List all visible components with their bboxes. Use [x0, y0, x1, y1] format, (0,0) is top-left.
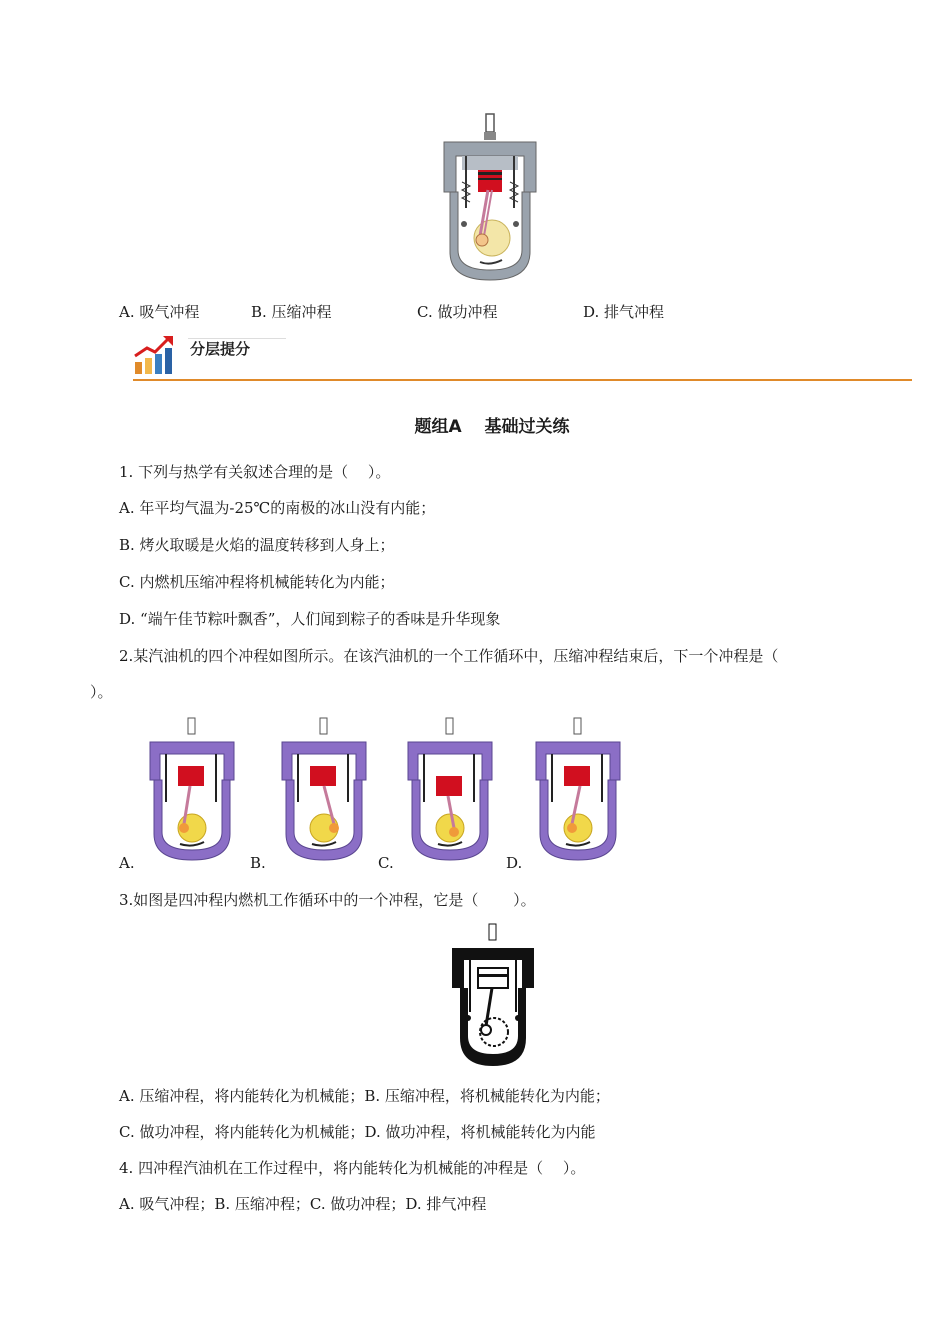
q4-options: A. 吸气冲程；B. 压缩冲程；C. 做功冲程；D. 排气冲程: [119, 1195, 487, 1213]
engine-diagram-b: [278, 716, 370, 864]
engine-diagram-a: [146, 716, 238, 864]
chart-growth-icon: [133, 334, 177, 376]
q2-figure-label-d: D.: [506, 854, 523, 872]
q1-option-c: C. 内燃机压缩冲程将机械能转化为内能；: [119, 573, 395, 591]
q1-option-d: D. “端午佳节粽叶飘香”，人们闻到粽子的香味是升华现象: [119, 610, 501, 628]
q1-option-b: B. 烤火取暖是火焰的温度转移到人身上；: [119, 536, 395, 554]
q3-options-line1: A. 压缩冲程，将内能转化为机械能；B. 压缩冲程，将机械能转化为内能；: [119, 1087, 610, 1105]
top-option-c: C. 做功冲程: [417, 303, 498, 321]
group-title: 题组A 基础过关练: [414, 417, 570, 437]
section-title-underline: [188, 338, 286, 339]
top-option-a: A. 吸气冲程: [119, 303, 200, 321]
q2-figure-label-c: C.: [378, 854, 394, 872]
engine-diagram-q3: [450, 922, 536, 1068]
section-divider: [133, 379, 912, 381]
q1-option-a: A. 年平均气温为-25℃的南极的冰山没有内能；: [119, 499, 436, 517]
q2-figure-label-a: A.: [119, 854, 135, 872]
q2-stem-line2: ）。: [90, 683, 113, 701]
q2-figure-label-b: B.: [250, 854, 266, 872]
q2-stem-line1: 2.某汽油机的四个冲程如图所示。在该汽油机的一个工作循环中，压缩冲程结束后，下一个冲程是（: [119, 647, 779, 665]
top-option-d: D. 排气冲程: [583, 303, 665, 321]
engine-diagram-top: [440, 112, 540, 284]
q1-stem: 1. 下列与热学有关叙述合理的是（ ）。: [119, 463, 391, 481]
q3-stem: 3.如图是四冲程内燃机工作循环中的一个冲程，它是（ ）。: [119, 891, 536, 909]
q3-options-line2: C. 做功冲程，将内能转化为机械能；D. 做功冲程，将机械能转化为内能: [119, 1123, 596, 1141]
top-option-b: B. 压缩冲程: [251, 303, 332, 321]
section-title: 分层提分: [190, 340, 251, 358]
q4-stem: 4. 四冲程汽油机在工作过程中，将内能转化为机械能的冲程是（ ）。: [119, 1159, 586, 1177]
engine-diagram-d: [532, 716, 624, 864]
engine-diagram-c: [404, 716, 496, 864]
